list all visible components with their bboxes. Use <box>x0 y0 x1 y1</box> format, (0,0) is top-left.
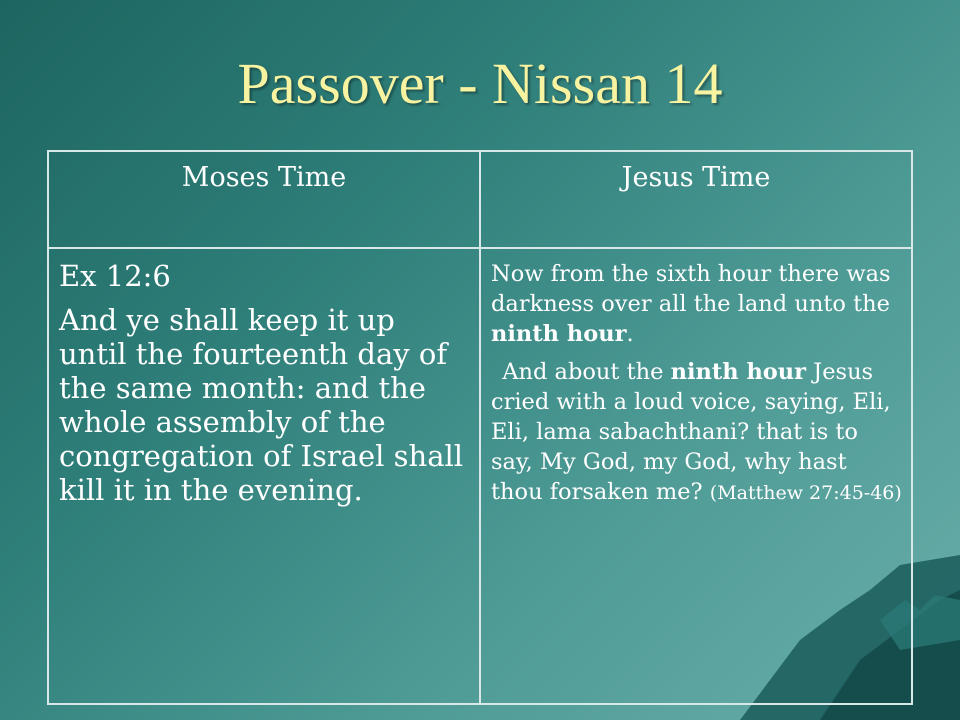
scripture-reference: Ex 12:6 <box>59 259 171 293</box>
text-span: And about the <box>502 359 671 385</box>
jesus-cell <box>480 248 912 704</box>
slide-title: Passover - Nissan 14 <box>237 51 723 116</box>
header-jesus-time: Jesus Time <box>480 151 912 248</box>
text-span: Now from the sixth hour there was darkness over all the land unto the <box>491 261 891 317</box>
matthew-paragraph-1 <box>491 259 903 349</box>
bold-text: ninth hour <box>491 321 627 347</box>
bold-text: ninth hour <box>670 359 807 385</box>
moses-cell <box>48 248 480 704</box>
text-span: Jesus cried with a loud voice, saying, Eli, Eli, lama sabachthani? that is to say, My God, my God, why hast thou forsaken me? <box>491 359 891 505</box>
table-header-row <box>48 151 912 248</box>
matthew-citation: (Matthew 27:45-46) <box>709 482 902 504</box>
matthew-paragraph-2 <box>491 357 903 508</box>
table-row <box>48 248 912 704</box>
exodus-text: And ye shall keep it up until the fourteenth day of the same month: and the whole assembly of the congregation of Israel shall kill it in the evening. <box>59 303 464 507</box>
comparison-table <box>47 150 913 705</box>
text-span: . <box>626 321 634 347</box>
header-moses-time: Moses Time <box>48 151 480 248</box>
